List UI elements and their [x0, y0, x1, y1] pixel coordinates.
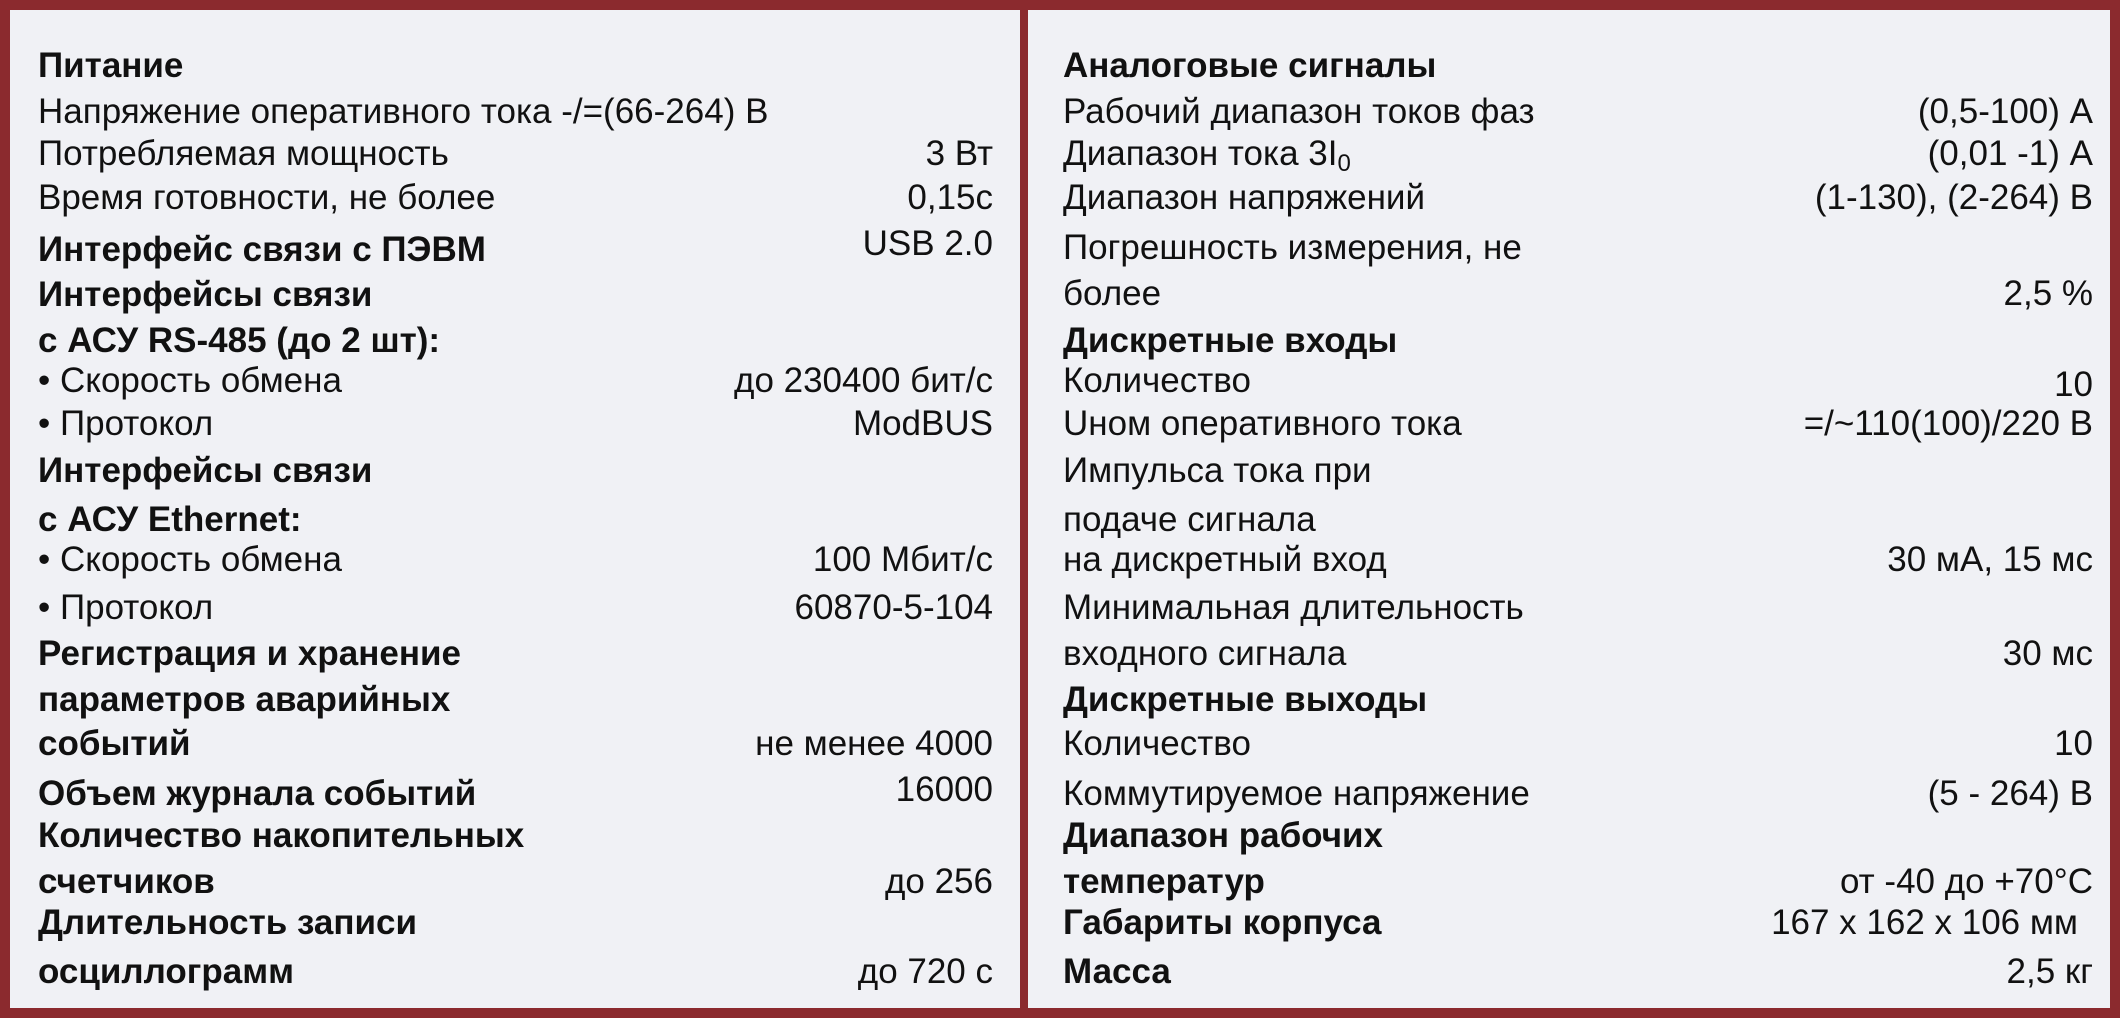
spec-value: (1-130), (2-264) В [1814, 178, 2093, 217]
spec-value: =/~110(100)/220 В [1803, 404, 2093, 443]
spec-label: Питание [38, 46, 184, 85]
spec-value: до 230400 бит/с [734, 361, 993, 400]
left-column [38, 10, 993, 1008]
spec-label: Импульса тока при [1063, 451, 1372, 490]
spec-label: Масса [1063, 952, 1171, 991]
spec-value: 3 Вт [925, 134, 993, 173]
spec-label: счетчиков [38, 862, 215, 901]
spec-value: (0,5-100) А [1917, 92, 2093, 131]
spec-label: Аналоговые сигналы [1063, 46, 1437, 85]
column-divider [1020, 10, 1028, 1008]
spec-value: 30 мА, 15 мс [1887, 540, 2093, 579]
spec-label-text: Диапазон тока 3I [1063, 134, 1338, 173]
spec-label: Uном оперативного тока [1063, 404, 1462, 443]
spec-label: • Скорость обмена [38, 540, 342, 579]
spec-label: Диапазон рабочих [1063, 816, 1383, 855]
spec-label: Время готовности, не более [38, 178, 496, 217]
spec-label: Количество накопительных [38, 816, 525, 855]
spec-label: Интерфейсы связи [38, 275, 373, 314]
spec-label: Дискретные входы [1063, 321, 1398, 360]
spec-value: (5 - 264) В [1927, 774, 2093, 813]
spec-label: • Скорость обмена [38, 361, 342, 400]
subscript-zero: 0 [1337, 150, 1351, 177]
right-column [1063, 10, 2093, 1008]
spec-label: Погрешность измерения, не [1063, 228, 1522, 267]
spec-value: ModBUS [852, 404, 993, 443]
spec-label: Количество [1063, 361, 1251, 400]
spec-label: Диапазон напряжений [1063, 178, 1425, 217]
spec-value: 16000 [895, 770, 993, 809]
spec-value: до 256 [884, 862, 993, 901]
spec-label: Интерфейсы связи [38, 451, 373, 490]
spec-value: 0,15с [907, 178, 993, 217]
spec-label: подаче сигнала [1063, 500, 1316, 539]
spec-value: 100 Мбит/с [812, 540, 993, 579]
spec-label [1063, 134, 1351, 178]
spec-label: Рабочий диапазон токов фаз [1063, 92, 1535, 131]
spec-label: на дискретный вход [1063, 540, 1387, 579]
spec-label: Потребляемая мощность [38, 134, 449, 173]
spec-value: 2,5 кг [2006, 952, 2093, 991]
spec-label: Минимальная длительность [1063, 588, 1524, 627]
spec-value: 60870-5-104 [794, 588, 993, 627]
spec-label: Габариты корпуса [1063, 903, 1382, 942]
spec-label: Коммутируемое напряжение [1063, 774, 1530, 813]
spec-value: 2,5 % [2003, 274, 2093, 313]
spec-label: температур [1063, 862, 1265, 901]
spec-label: Напряжение оперативного тока -/=(66-264) В [38, 92, 769, 131]
spec-label: Регистрация и хранение [38, 634, 461, 673]
spec-label: параметров аварийных [38, 680, 451, 719]
spec-label: Количество [1063, 724, 1251, 763]
spec-value: USB 2.0 [862, 224, 993, 263]
spec-label: входного сигнала [1063, 634, 1347, 673]
spec-label: Дискретные выходы [1063, 680, 1428, 719]
spec-label: событий [38, 724, 191, 763]
spec-label: более [1063, 274, 1162, 313]
spec-label: с АСУ RS-485 (до 2 шт): [38, 321, 441, 360]
spec-value: до 720 с [857, 952, 993, 991]
spec-label: • Протокол [38, 588, 214, 627]
spec-value: 167 х 162 х 106 мм [1771, 903, 2078, 942]
spec-value: от -40 до +70°С [1839, 862, 2093, 901]
spec-label: осциллограмм [38, 952, 295, 991]
spec-label: Интерфейс связи с ПЭВМ [38, 230, 486, 269]
spec-label: Длительность записи [38, 903, 417, 942]
spec-value: (0,01 -1) А [1927, 134, 2093, 173]
spec-label: Объем журнала событий [38, 774, 477, 813]
spec-label: • Протокол [38, 404, 214, 443]
spec-value: 30 мс [2002, 634, 2093, 673]
spec-value: 10 [2054, 365, 2093, 404]
spec-value: не менее 4000 [755, 724, 993, 763]
spec-value: 10 [2054, 724, 2093, 763]
spec-label: с АСУ Ethernet: [38, 500, 302, 539]
